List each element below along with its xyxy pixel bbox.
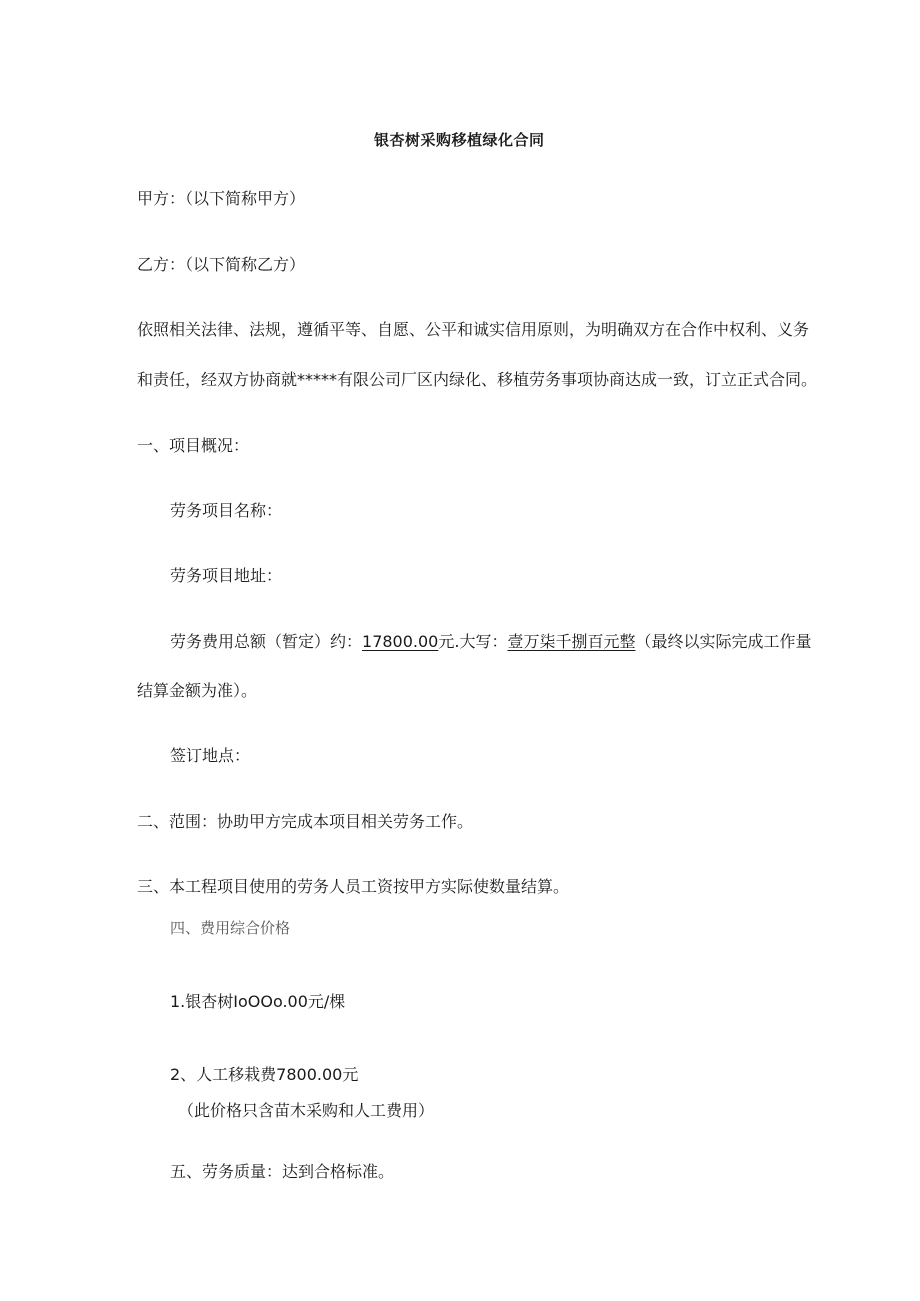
project-name-label: 劳务项目名称：: [170, 501, 283, 520]
intro-paragraph-line-1: 依照相关法律、法规，遵循平等、自愿、公平和诚实信用原则，为明确双方在合作中权利、义务: [137, 320, 810, 339]
party-b-line: 乙方：（以下简称乙方）: [137, 255, 306, 274]
price-item-1: 1.银杏树IoOOo.00元/棵: [170, 992, 346, 1011]
intro-paragraph-line-2: 和责任，经双方协商就*****有限公司厂区内绿化、移植劳务事项协商达成一致，订立正式合同。: [137, 370, 818, 389]
fee-mid: 元.大写：: [438, 632, 508, 651]
section-1-heading: 一、项目概况：: [137, 436, 250, 455]
price-item-2: 2、人工移栽费7800.00元: [170, 1065, 359, 1084]
fee-prefix: 劳务费用总额（暂定）约：: [170, 632, 363, 651]
document-title: 银杏树采购移植绿化合同: [374, 131, 545, 149]
fee-amount: 17800.00: [362, 632, 439, 651]
price-note: （此价格只含苗木采购和人工费用）: [178, 1101, 435, 1120]
section-3-wages: 三、本工程项目使用的劳务人员工资按甲方实际使数量结算。: [137, 877, 570, 896]
section-5-quality: 五、劳务质量：达到合格标准。: [170, 1162, 395, 1181]
section-2-scope: 二、范围：协助甲方完成本项目相关劳务工作。: [137, 812, 474, 831]
party-a-line: 甲方：（以下简称甲方）: [137, 189, 306, 208]
signing-place-label: 签订地点：: [170, 746, 251, 765]
fee-total-line: [170, 632, 811, 652]
project-address-label: 劳务项目地址：: [170, 566, 283, 585]
fee-suffix: （最终以实际完成工作量: [635, 632, 812, 651]
section-4-heading: 四、费用综合价格: [170, 919, 291, 937]
fee-total-line-2: 结算金额为准）。: [137, 681, 258, 700]
fee-amount-words: 壹万柒千捌百元整: [507, 632, 636, 651]
